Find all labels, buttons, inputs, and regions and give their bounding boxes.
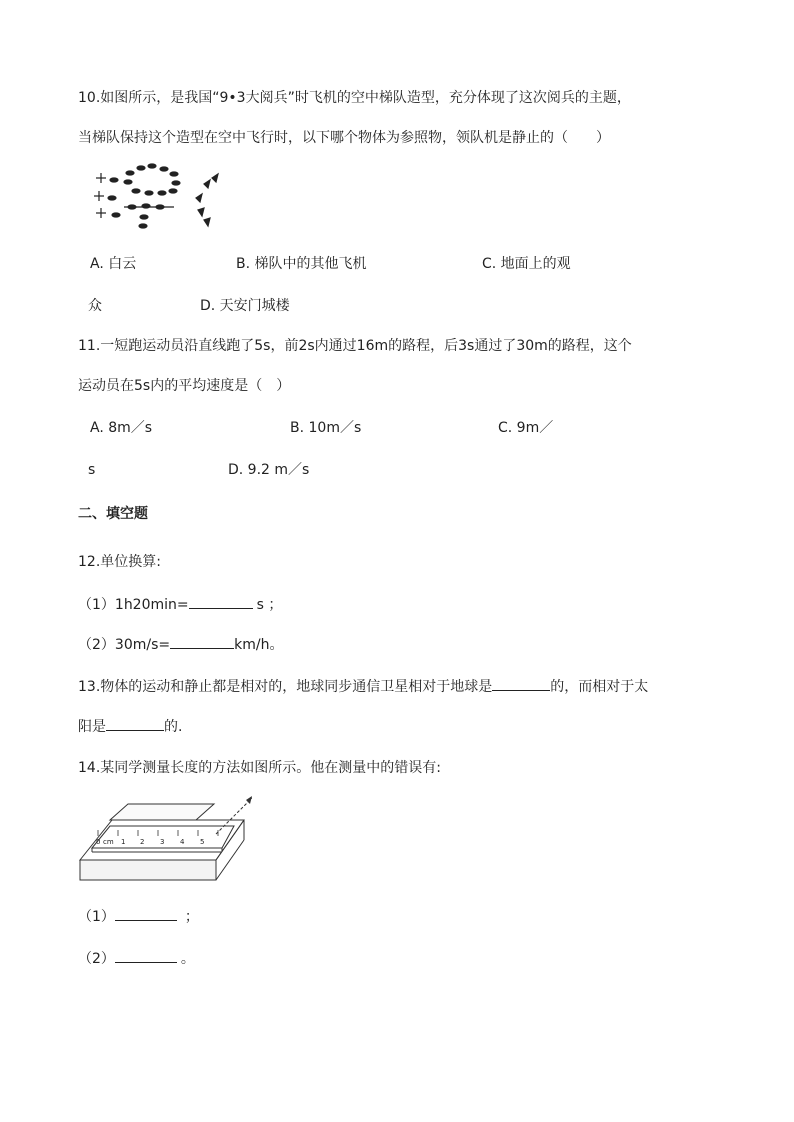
ruler-label-3: 3 xyxy=(160,838,165,846)
q10-option-c: C. 地面上的观 xyxy=(482,256,571,272)
q11-option-b: B. 10m／s xyxy=(290,420,362,436)
q14-item2 xyxy=(78,948,195,969)
ruler-label-2: 2 xyxy=(140,838,145,846)
q13-line1-prefix: 13.物体的运动和静止都是相对的，地球同步通信卫星相对于地球是 xyxy=(78,679,493,695)
q13-blank-1[interactable] xyxy=(492,676,550,691)
q10-option-c-wrap: 众 xyxy=(88,298,102,314)
ruler-label-4: 4 xyxy=(180,838,185,846)
q10-option-d: D. 天安门城楼 xyxy=(200,298,290,314)
q13-line2-suffix: 的. xyxy=(164,719,183,735)
q14-blank-2[interactable] xyxy=(115,948,177,963)
q12-item2-prefix: （2）30m/s= xyxy=(78,637,171,653)
q14-title: 14.某同学测量长度的方法如图所示。他在测量中的错误有: xyxy=(78,760,441,776)
q11-option-a: A. 8m／s xyxy=(90,420,153,436)
q11-option-d: D. 9.2 m／s xyxy=(228,462,310,478)
q13-blank-2[interactable] xyxy=(106,716,164,731)
q10-option-b: B. 梯队中的其他飞机 xyxy=(236,256,367,272)
q10-line1: 10.如图所示，是我国“9•3大阅兵”时飞机的空中梯队造型，充分体现了这次阅兵的主题， xyxy=(78,90,631,106)
ruler-measurement-figure-icon xyxy=(76,790,252,890)
q11-option-c: C. 9m／ xyxy=(498,420,554,436)
q12-item1-suffix: s ； xyxy=(256,597,283,613)
q14-item1-suffix: ； xyxy=(184,909,199,925)
q11-line2: 运动员在5s内的平均速度是（ ） xyxy=(78,378,291,394)
eye-icon xyxy=(246,796,252,804)
ruler-label-1: 1 xyxy=(121,838,126,846)
q11-line1: 11.一短跑运动员沿直线跑了5s，前2s内通过16m的路程，后3s通过了30m的路程，这个 xyxy=(78,338,632,354)
q13-line1-suffix: 的，而相对于太 xyxy=(550,679,649,695)
ruler-label-5: 5 xyxy=(200,838,205,846)
q12-blank-2[interactable] xyxy=(170,634,234,649)
q12-item2 xyxy=(78,634,283,655)
q14-item1 xyxy=(78,906,199,927)
section-title-fill-in: 二、填空题 xyxy=(78,506,148,522)
ruler-label-cm: cm xyxy=(103,838,114,846)
q14-item2-suffix: 。 xyxy=(180,951,195,967)
q14-item1-prefix: （1） xyxy=(78,909,115,925)
q10-option-a: A. 白云 xyxy=(90,256,137,272)
q12-item1-prefix: （1）1h20min= xyxy=(78,597,189,613)
q12-item1 xyxy=(78,594,282,615)
q11-option-c-wrap: s xyxy=(88,462,96,478)
ruler-label-0: 0 xyxy=(96,838,101,846)
q14-item2-prefix: （2） xyxy=(78,951,115,967)
q13-line2-prefix: 阳是 xyxy=(78,719,106,735)
q10-line2: 当梯队保持这个造型在空中飞行时，以下哪个物体为参照物，领队机是静止的（ ） xyxy=(78,130,610,146)
q12-blank-1[interactable] xyxy=(189,594,253,609)
q12-item2-suffix: km/h。 xyxy=(234,637,284,653)
q13-line2 xyxy=(78,716,182,737)
aircraft-formation-figure-icon xyxy=(86,160,226,236)
q13-line1 xyxy=(78,676,648,697)
q12-title: 12.单位换算: xyxy=(78,554,161,570)
q14-blank-1[interactable] xyxy=(115,906,177,921)
